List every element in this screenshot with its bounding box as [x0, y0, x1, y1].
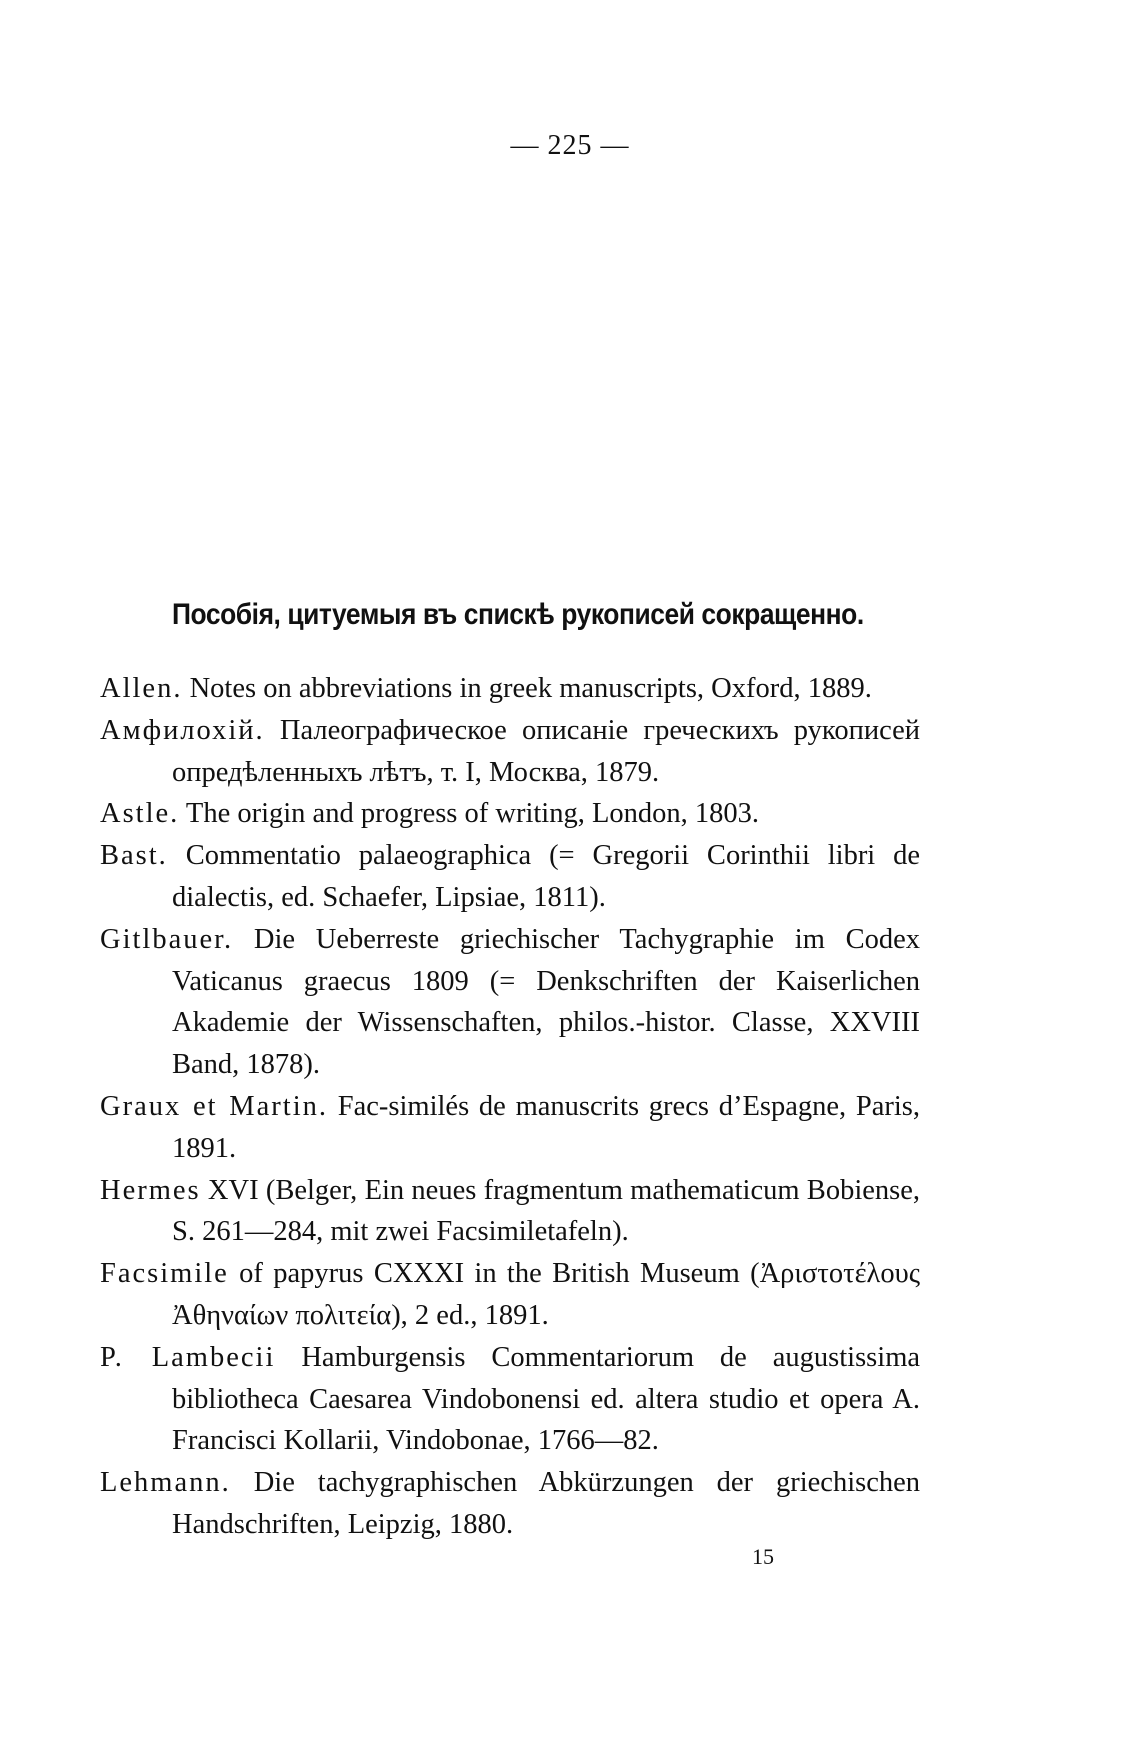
bibliography-entry	[100, 919, 920, 1086]
entry-author: Gitlbauer.	[100, 923, 234, 955]
bibliography-list	[100, 668, 920, 1546]
entry-text: Notes on abbreviations in greek manuscripts, Oxford, 1889.	[189, 673, 872, 704]
bibliography-entry	[100, 1170, 920, 1254]
entry-text: Commentatio palaeographica (= Gregorii Corinthii libri de dialectis, ed. Schaefer, Lipsiae, 1811).	[172, 840, 921, 913]
entry-author: Facsimile	[100, 1258, 229, 1290]
entry-author: Hermes	[100, 1174, 201, 1206]
entry-text: Die tachygraphischen Abkürzungen der griechischen Handschriften, Leipzig, 1880.	[172, 1467, 921, 1540]
entry-author: P. Lambecii	[100, 1341, 276, 1373]
entry-author: Bast.	[100, 840, 168, 872]
bibliography-entry	[100, 1086, 920, 1170]
entry-author: Lehmann.	[100, 1467, 231, 1499]
section-title: Пособія, цитуемыя въ спискѣ рукописей сокращенно.	[172, 598, 864, 631]
entry-author: Allen.	[100, 673, 183, 704]
bibliography-entry	[100, 1462, 920, 1546]
entry-text: of papyrus CXXXI in the British Museum (Ἀριστοτέλους Ἀθηναίων πολιτεία), 2 ed., 1891.	[172, 1258, 921, 1331]
entry-text: Hamburgensis Commentariorum de augustissima bibliotheca Caesarea Vindobonensi ed. altera studio et opera A. Francisci Kollarii, Vindobonae, 1766—82.	[172, 1341, 921, 1457]
entry-author: Амфилохій.	[100, 714, 265, 746]
entry-text: Fac-similés de manuscrits grecs d’Espagne, Paris, 1891.	[172, 1090, 920, 1164]
entry-author: Graux et Martin.	[100, 1090, 328, 1122]
entry-author: Astle.	[100, 798, 180, 830]
entry-text: XVI (Belger, Ein neues fragmentum mathematicum Bobiense, S. 261—284, mit zwei Facsimiletafeln).	[172, 1174, 920, 1248]
entry-text: The origin and progress of writing, London, 1803.	[185, 798, 759, 830]
bibliography-entry	[100, 710, 920, 794]
bibliography-entry	[100, 668, 920, 710]
bibliography-entry	[100, 793, 920, 835]
page-number: — 225 —	[510, 130, 630, 161]
bibliography-entry	[100, 1253, 920, 1337]
bibliography-entry	[100, 1337, 920, 1462]
entry-text: Палеографическое описаніе греческихъ рукописей опредѣленныхъ лѣтъ, т. I, Москва, 1879.	[172, 714, 920, 788]
signature-number: 15	[752, 1544, 774, 1569]
entry-text: Die Ueberreste griechischer Tachygraphie im Codex Vaticanus graecus 1809 (= Denkschriften der Kaiserlichen Akademie der Wissenschaften, philos.-histor. Classe, XXVIII Band, 1878).	[172, 923, 920, 1081]
bibliography-entry	[100, 835, 920, 919]
